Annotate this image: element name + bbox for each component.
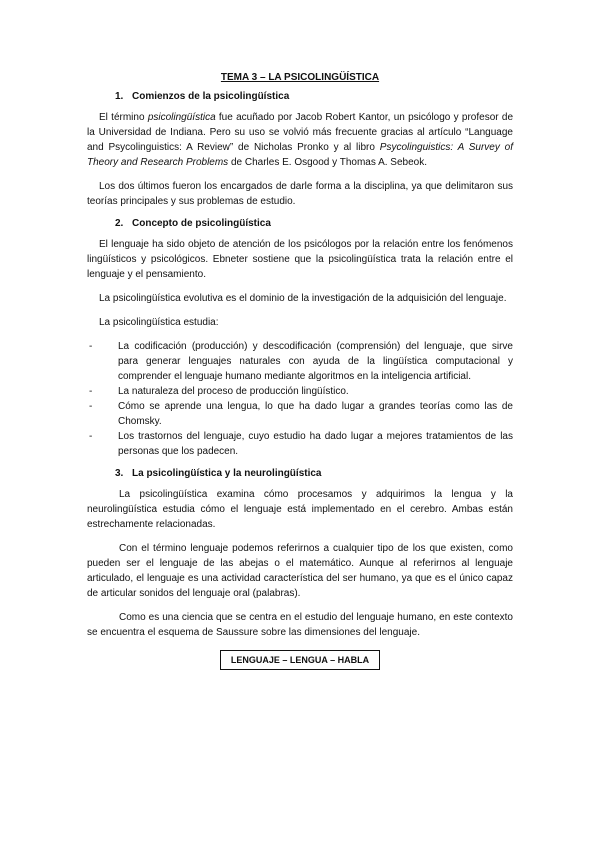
section-2-title: Concepto de psicolingüística xyxy=(132,218,271,229)
list-item xyxy=(87,399,513,429)
section-3-number: 3. xyxy=(115,468,124,479)
text: fue acuñado por Jacob Robert Kantor, un psicólogo y profesor de la Universidad de Indiana. Pero su uso se volvió más frecuente gracias al artículo “Language and Psycolinguistics: A Review” de Nicholas Pronko y al libro xyxy=(87,112,514,153)
section-3-paragraph-3: Como es una ciencia que se centra en el estudio del lenguaje humano, en este contexto se encuentra el esquema de Saussure sobre las dimensiones del lenguaje. xyxy=(87,612,513,638)
section-2-heading xyxy=(87,218,513,229)
list-item-text: Cómo se aprende una lengua, lo que ha dado lugar a grandes teorías como las de Chomsky. xyxy=(118,401,513,427)
dash-bullet: - xyxy=(89,431,93,442)
page-title: TEMA 3 – LA PSICOLINGÜÍSTICA xyxy=(220,72,380,83)
section-2-paragraph-3: La psicolingüística estudia: xyxy=(99,317,219,328)
section-1-title: Comienzos de la psicolingüística xyxy=(132,91,290,102)
dash-bullet: - xyxy=(89,386,93,397)
list-item-text: Los trastornos del lenguaje, cuyo estudio ha dado lugar a mejores tratamientos de las personas que los padecen. xyxy=(118,431,513,457)
dash-bullet: - xyxy=(89,401,93,412)
section-2-number: 2. xyxy=(115,218,124,229)
saussure-scheme xyxy=(87,650,513,670)
italic-term: psicolingüística xyxy=(147,112,216,123)
section-1-paragraph-1 xyxy=(87,110,513,170)
list-item xyxy=(87,339,513,384)
section-1-number: 1. xyxy=(115,91,124,102)
section-3-heading xyxy=(87,468,513,479)
section-1-paragraph-2: Los dos últimos fueron los encargados de darle forma a la disciplina, ya que delimitaron sus teorías principales y sus problemas de estudio. xyxy=(87,181,513,207)
saussure-scheme-box: LENGUAJE – LENGUA – HABLA xyxy=(220,650,380,670)
section-3-paragraph-2: Con el término lenguaje podemos referirnos a cualquier tipo de los que existen, como pueden ser el lenguaje de las abejas o el matemático. Aunque al referirnos al lenguaje articulado, el lenguaje es una actividad característica del ser humano, ya que es el único capaz de articular sonidos del lenguaje oral (palabras). xyxy=(87,543,513,599)
italic-book-title: Psycolinguistics: A Survey of Theory and Research Problems xyxy=(87,142,513,168)
dash-bullet: - xyxy=(89,341,93,352)
section-3-paragraph-1: La psicolingüística examina cómo procesamos y adquirimos la lengua y la neurolingüística estudia cómo el lenguaje está implementado en el cerebro. Ambas están estrechamente relacionadas. xyxy=(87,489,513,530)
list-item xyxy=(87,384,513,399)
section-3-title: La psicolingüística y la neurolingüística xyxy=(132,468,322,479)
bullet-list xyxy=(87,339,513,459)
list-item-text: La naturaleza del proceso de producción lingüístico. xyxy=(118,386,349,397)
section-2-paragraph-2: La psicolingüística evolutiva es el dominio de la investigación de la adquisición del lenguaje. xyxy=(99,293,507,304)
list-item-text: La codificación (producción) y descodificación (comprensión) del lenguaje, que sirve para generar lenguajes naturales con ayuda de la lingüística computacional y comprender el lenguaje humano mediante algoritmos en la inteligencia artificial. xyxy=(118,341,513,382)
section-1-heading xyxy=(87,91,513,102)
list-item xyxy=(87,429,513,459)
text: El término xyxy=(99,112,148,123)
text: de Charles E. Osgood y Thomas A. Sebeok. xyxy=(228,157,428,168)
section-2-paragraph-1: El lenguaje ha sido objeto de atención de los psicólogos por la relación entre los fenómenos lingüísticos y psicológicos. Ebneter sostiene que la psicolingüística trata la relación entre el lenguaje y el pensamiento. xyxy=(87,239,513,280)
